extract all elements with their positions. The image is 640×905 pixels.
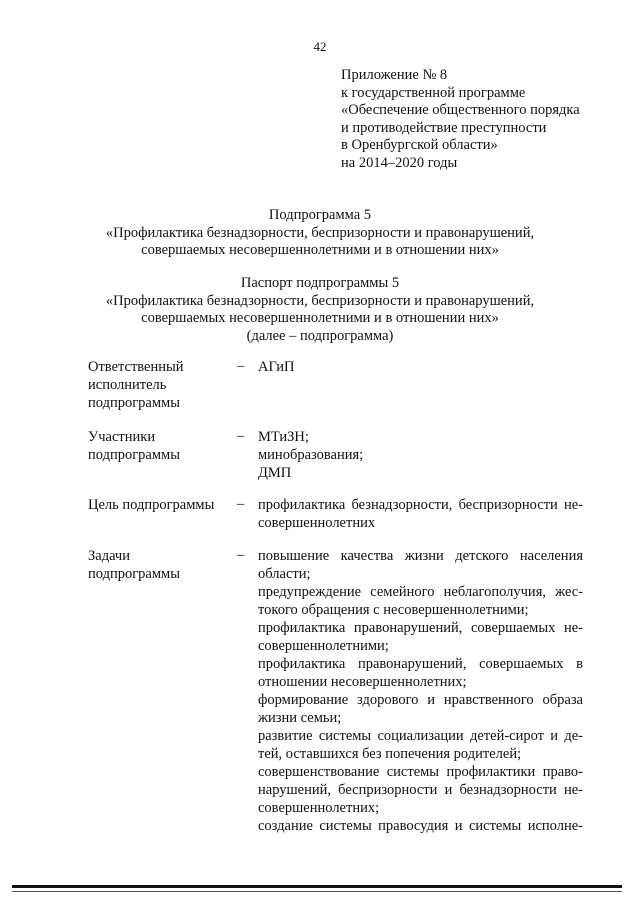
row-dash: – — [237, 496, 245, 512]
passport-line: Паспорт подпрограммы 5 — [240, 275, 400, 291]
value-line: токого обращения с несовершеннолетними; — [258, 602, 529, 618]
subprogram-line: Подпрограмма 5 — [268, 207, 372, 223]
row-value-responsible — [258, 358, 583, 376]
passport-title — [0, 275, 640, 345]
row-dash: – — [237, 428, 245, 444]
appendix-line: Приложение № 8 — [341, 67, 448, 83]
appendix-line: и противодействие преступности — [341, 119, 547, 136]
passport-line: (далее – подпрограмма) — [246, 327, 394, 344]
appendix-line: «Обеспечение общественного порядка — [341, 102, 580, 118]
value-line: АГиП — [258, 359, 295, 375]
value-line: совершеннолетних — [258, 515, 376, 531]
row-value-goal — [258, 496, 583, 532]
row-value-tasks — [258, 547, 583, 835]
label-line: Участники — [88, 429, 156, 445]
scan-edge-line — [12, 885, 622, 888]
value-line: профилактика правонарушений, совершаемых в — [258, 656, 583, 672]
value-line: предупреждение семейного неблагополучия, жес- — [258, 584, 583, 600]
value-line: отношении несовершеннолетних; — [258, 674, 467, 690]
label-line: подпрограммы — [88, 447, 180, 463]
value-line: области; — [258, 566, 311, 582]
value-line: создание системы правосудия и системы исполне- — [258, 818, 583, 834]
page-number: 42 — [313, 39, 327, 54]
row-dash: – — [237, 547, 245, 563]
row-dash: – — [237, 358, 245, 374]
scan-edge-line-thin — [12, 891, 622, 892]
value-line: повышение качества жизни детского населения — [258, 548, 583, 564]
value-line: минобразования; — [258, 447, 364, 463]
value-line: совершенствование системы профилактики право- — [258, 764, 583, 780]
value-line: профилактика безнадзорности, беспризорности не- — [258, 497, 583, 513]
row-label-goal — [88, 496, 214, 514]
appendix-header — [341, 67, 580, 172]
row-label-responsible — [88, 358, 184, 412]
value-line: развитие системы социализации детей-сирот и де- — [258, 728, 583, 744]
value-line: МТиЗН; — [258, 429, 309, 445]
row-value-participants — [258, 428, 583, 482]
subprogram-title — [0, 207, 640, 260]
label-line: Ответственный — [88, 359, 184, 375]
label-line: Цель подпрограммы — [88, 497, 215, 513]
value-line: жизни семьи; — [258, 710, 342, 726]
appendix-line: на 2014–2020 годы — [341, 154, 458, 171]
label-line: исполнитель — [88, 377, 167, 393]
value-line: нарушений, беспризорности и безнадзорности не- — [258, 782, 583, 798]
value-line: тей, оставшихся без попечения родителей; — [258, 746, 522, 762]
appendix-line: к государственной программе — [341, 84, 526, 101]
label-line: Задачи — [88, 548, 130, 564]
subprogram-line: «Профилактика безнадзорности, беспризорности и правонарушений, — [105, 224, 535, 241]
passport-line: «Профилактика безнадзорности, беспризорности и правонарушений, — [105, 292, 535, 309]
row-label-tasks — [88, 547, 180, 583]
subprogram-line: совершаемых несовершеннолетними и в отношении них» — [141, 242, 499, 258]
value-line: ДМП — [258, 465, 292, 481]
label-line: подпрограммы — [88, 395, 180, 411]
value-line: совершеннолетними; — [258, 638, 389, 654]
label-line: подпрограммы — [88, 566, 180, 582]
passport-line: совершаемых несовершеннолетними и в отношении них» — [141, 310, 499, 326]
value-line: формирование здорового и нравственного образа — [258, 692, 583, 708]
appendix-line: в Оренбургской области» — [341, 137, 498, 153]
row-label-participants — [88, 428, 180, 464]
value-line: совершеннолетних; — [258, 800, 380, 816]
value-line: профилактика правонарушений, совершаемых не- — [258, 620, 583, 636]
